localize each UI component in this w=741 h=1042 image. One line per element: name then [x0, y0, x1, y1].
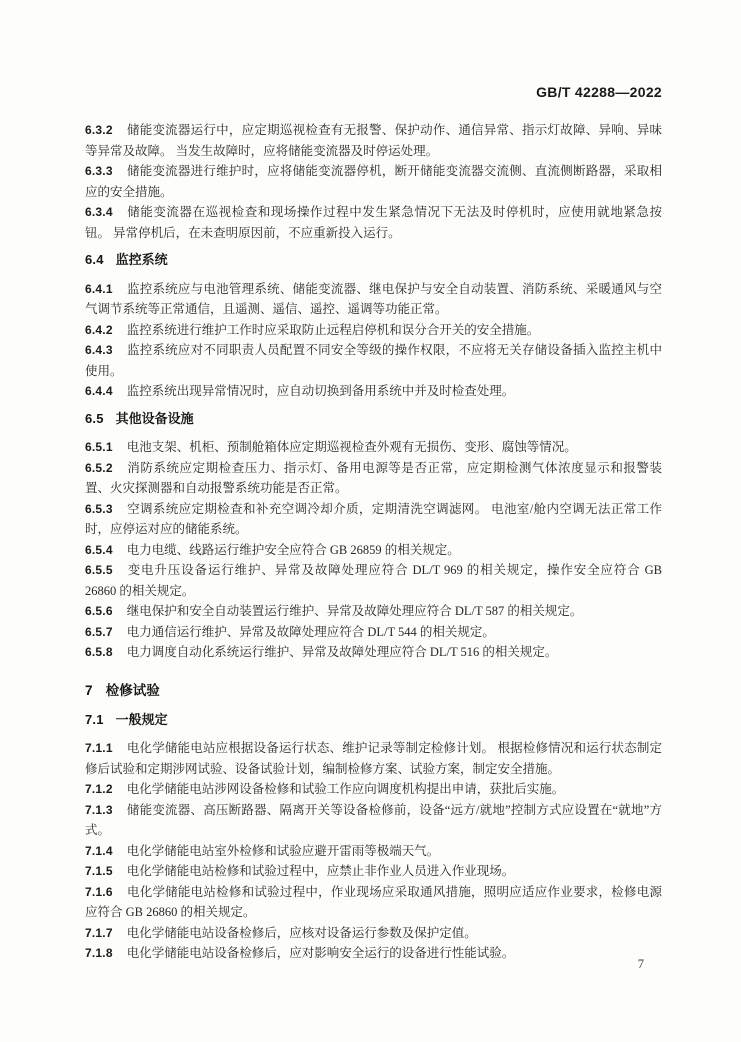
clause-number: 7.1.6: [85, 884, 113, 899]
clause-text: 电化学储能电站应根据设备运行状态、维护记录等制定检修计划。 根据检修情况和运行状态制定修后试验和定期涉网试验、设备试验计划，编制检修方案、试验方案，制定安全措施。: [85, 741, 662, 776]
clause-6.5.7: [85, 622, 662, 643]
clause-6.4.4: [85, 381, 662, 402]
section-heading-6.4: [85, 250, 662, 271]
section-number: 6.5: [85, 410, 104, 426]
clause-text: 电池支架、机柜、预制舱箱体应定期巡视检查外观有无损伤、变形、腐蚀等情况。: [126, 440, 577, 454]
chapter-heading-7: [85, 680, 662, 701]
section-number: 7.1: [85, 711, 104, 727]
clause-text: 电力电缆、线路运行维护安全应符合 GB 26859 的相关规定。: [126, 542, 460, 557]
clause-6.3.4: [85, 202, 662, 243]
clause-text: 变电升压设备运行维护、异常及故障处理应符合 DL/T 969 的相关规定，操作安全应符合 GB 26860 的相关规定。: [85, 563, 662, 598]
page-header: [85, 84, 662, 100]
clause-text: 电化学储能电站设备检修后，应核对设备运行参数及保护定值。: [126, 925, 477, 940]
clause-number: 6.4.2: [85, 322, 113, 337]
clause-text: 储能变流器进行维护时，应将储能变流器停机，断开储能变流器交流侧、直流侧断路器，采取相应的安全措施。: [85, 164, 662, 199]
clause-text: 储能变流器、高压断路器、隔离开关等设备检修前，设备“远方/就地”控制方式应设置在“就地”方式。: [85, 802, 662, 837]
clause-number: 6.3.2: [85, 123, 113, 137]
clause-text: 电力调度自动化系统运行维护、异常及故障处理应符合 DL/T 516 的相关规定。: [126, 645, 558, 659]
clause-text: 继电保护和安全自动装置运行维护、异常及故障处理应符合 DL/T 587 的相关规定。: [126, 604, 583, 618]
clause-6.3.2: [85, 120, 662, 161]
clause-6.5.3: [85, 499, 662, 540]
clause-number: 6.5.3: [85, 501, 113, 516]
clause-number: 7.1.5: [85, 864, 113, 878]
clause-7.1.7: [85, 923, 662, 944]
clause-6.5.6: [85, 601, 662, 622]
clause-6.3.3: [85, 161, 662, 202]
page-number: 7: [637, 957, 644, 971]
clause-text: 储能变流器在巡视检查和现场操作过程中发生紧急情况下无法及时停机时，应使用就地紧急按钮。 异常停机后，在未查明原因前，不应重新投入运行。: [85, 205, 662, 240]
clause-number: 6.5.2: [85, 460, 113, 475]
clause-text: 电化学储能电站检修和试验过程中，应禁止非作业人员进入作业现场。: [126, 864, 515, 878]
section-title: 其他设备设施: [115, 410, 194, 426]
clause-text: 电力通信运行维护、异常及故障处理应符合 DL/T 544 的相关规定。: [126, 624, 495, 639]
clause-text: 监控系统应对不同职责人员配置不同安全等级的操作权限，不应将无关存储设备插入监控主机中使用。: [85, 343, 662, 378]
clause-text: 空调系统应定期检查和补充空调冷却介质，定期清洗空调滤网。 电池室/舱内空调无法正常工作时，应停运对应的储能系统。: [85, 501, 662, 536]
clause-7.1.6: [85, 882, 662, 923]
clause-6.5.1: [85, 437, 662, 458]
clause-7.1.2: [85, 779, 662, 800]
clause-text: 监控系统进行维护工作时应采取防止远程启停机和误分合开关的安全措施。: [126, 322, 540, 337]
chapter-title: 检修试验: [105, 682, 160, 698]
clause-number: 7.1.4: [85, 843, 113, 858]
clause-7.1.5: [85, 861, 662, 882]
clause-number: 7.1.8: [85, 946, 113, 960]
clause-text: 消防系统应定期检查压力、指示灯、备用电源等是否正常，应定期检测气体浓度显示和报警装置、火灾探测器和自动报警系统功能是否正常。: [85, 460, 662, 495]
clause-number: 6.4.4: [85, 384, 113, 398]
clause-number: 6.4.1: [85, 281, 113, 296]
clause-number: 7.1.2: [85, 782, 113, 796]
clause-number: 6.5.5: [85, 563, 113, 577]
clause-text: 电化学储能电站室外检修和试验应避开雷雨等极端天气。: [126, 843, 440, 858]
section-number: 6.4: [85, 252, 104, 267]
clause-text: 电化学储能电站设备检修后，应对影响安全运行的设备进行性能试验。: [126, 946, 515, 960]
clause-text: 电化学储能电站涉网设备检修和试验工作应向调度机构提出申请，获批后实施。: [126, 782, 565, 796]
clause-text: 电化学储能电站检修和试验过程中，作业现场应采取通风措施，照明应适应作业要求，检修电源应符合 GB 26860 的相关规定。: [85, 884, 662, 919]
clause-6.5.4: [85, 540, 662, 561]
clause-6.5.8: [85, 642, 662, 663]
clause-6.4.3: [85, 340, 662, 381]
clause-number: 6.3.3: [85, 164, 113, 178]
clause-6.5.2: [85, 458, 662, 499]
clause-7.1.4: [85, 841, 662, 862]
clause-number: 7.1.1: [85, 741, 113, 755]
clause-number: 6.4.3: [85, 343, 113, 357]
section-title: 监控系统: [115, 252, 168, 267]
clause-number: 6.5.7: [85, 624, 113, 639]
clause-number: 7.1.7: [85, 925, 113, 940]
clause-number: 6.5.1: [85, 440, 113, 454]
clause-number: 6.3.4: [85, 205, 113, 219]
clause-text: 监控系统应与电池管理系统、储能变流器、继电保护与安全自动装置、消防系统、采暖通风与空气调节系统等正常通信，且遥测、遥信、遥控、遥调等功能正常。: [85, 281, 662, 316]
clause-number: 6.5.6: [85, 604, 113, 618]
clause-7.1.3: [85, 800, 662, 841]
clause-number: 7.1.3: [85, 802, 113, 817]
clause-text: 储能变流器运行中，应定期巡视检查有无报警、保护动作、通信异常、指示灯故障、异响、异味等异常及故障。 当发生故障时，应将储能变流器及时停运处理。: [85, 123, 662, 158]
clause-7.1.8: [85, 943, 662, 964]
clause-7.1.1: [85, 738, 662, 779]
section-heading-7.1: [85, 710, 662, 731]
clause-text: 监控系统出现异常情况时，应自动切换到备用系统中并及时检查处理。: [126, 384, 515, 398]
standard-code: GB/T 42288—2022: [536, 84, 662, 100]
section-title: 一般规定: [115, 711, 168, 727]
section-heading-6.5: [85, 409, 662, 430]
document-body: [85, 120, 662, 964]
clause-6.4.1: [85, 279, 662, 320]
clause-number: 6.5.4: [85, 542, 113, 557]
clause-number: 6.5.8: [85, 645, 113, 659]
clause-6.5.5: [85, 560, 662, 601]
clause-6.4.2: [85, 320, 662, 341]
chapter-number: 7: [85, 682, 93, 698]
